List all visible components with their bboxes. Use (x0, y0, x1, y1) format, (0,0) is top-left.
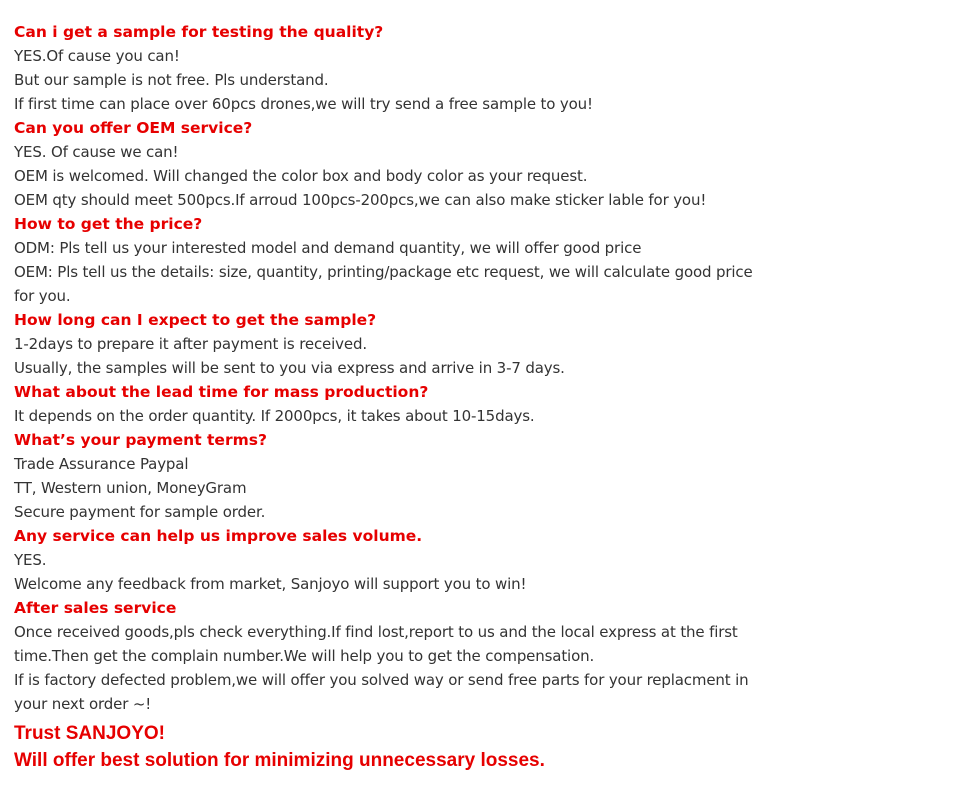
faq-section (14, 20, 774, 774)
faq-item (14, 380, 774, 428)
answer-line: OEM is welcomed. Will changed the color box and body color as your request. (14, 167, 588, 185)
answer-line: 1-2days to prepare it after payment is received. (14, 335, 367, 353)
faq-question: How to get the price? (14, 215, 203, 233)
faq-question: After sales service (14, 599, 177, 617)
faq-answer (14, 452, 774, 524)
faq-answer (14, 140, 774, 212)
faq-item (14, 596, 774, 716)
faq-item (14, 428, 774, 524)
answer-line: If is factory defected problem,we will offer you solved way or send free parts for your replacment in your next order ~! (14, 671, 749, 713)
answer-line: OEM: Pls tell us the details: size, quantity, printing/package etc request, we will calculate good price for you. (14, 263, 753, 305)
faq-answer (14, 548, 774, 596)
faq-answer (14, 620, 774, 716)
faq-answer (14, 332, 774, 380)
faq-question: What about the lead time for mass production? (14, 383, 429, 401)
answer-line: YES. Of cause we can! (14, 143, 179, 161)
answer-line: Welcome any feedback from market, Sanjoyo will support you to win! (14, 575, 527, 593)
answer-line: Secure payment for sample order. (14, 503, 266, 521)
answer-line: But our sample is not free. Pls understand. (14, 71, 329, 89)
faq-question: Any service can help us improve sales volume. (14, 527, 423, 545)
faq-item (14, 20, 774, 116)
faq-answer (14, 44, 774, 116)
answer-line: YES. (14, 551, 47, 569)
faq-item (14, 212, 774, 308)
faq-item (14, 308, 774, 380)
faq-question: Can you offer OEM service? (14, 119, 253, 137)
faq-question: Can i get a sample for testing the quality? (14, 23, 384, 41)
answer-line: Usually, the samples will be sent to you via express and arrive in 3-7 days. (14, 359, 565, 377)
answer-line: Once received goods,pls check everything.If find lost,report to us and the local express at the first time.Then get the complain number.We will help you to get the compensation. (14, 623, 738, 665)
closing-statement: Will offer best solution for minimizing unnecessary losses. (14, 750, 545, 771)
faq-item (14, 524, 774, 596)
faq-question: How long can I expect to get the sample? (14, 311, 377, 329)
closing-slogan: Trust SANJOYO! (14, 723, 165, 744)
faq-answer (14, 236, 774, 308)
answer-line: YES.Of cause you can! (14, 47, 180, 65)
answer-line: OEM qty should meet 500pcs.If arroud 100pcs-200pcs,we can also make sticker lable for you! (14, 191, 707, 209)
answer-line: TT, Western union, MoneyGram (14, 479, 247, 497)
answer-line: ODM: Pls tell us your interested model and demand quantity, we will offer good price (14, 239, 642, 257)
answer-line: Trade Assurance Paypal (14, 455, 189, 473)
faq-question: What’s your payment terms? (14, 431, 267, 449)
faq-answer (14, 404, 774, 428)
answer-line: It depends on the order quantity. If 2000pcs, it takes about 10-15days. (14, 407, 535, 425)
faq-item (14, 116, 774, 212)
answer-line: If first time can place over 60pcs drones,we will try send a free sample to you! (14, 95, 593, 113)
